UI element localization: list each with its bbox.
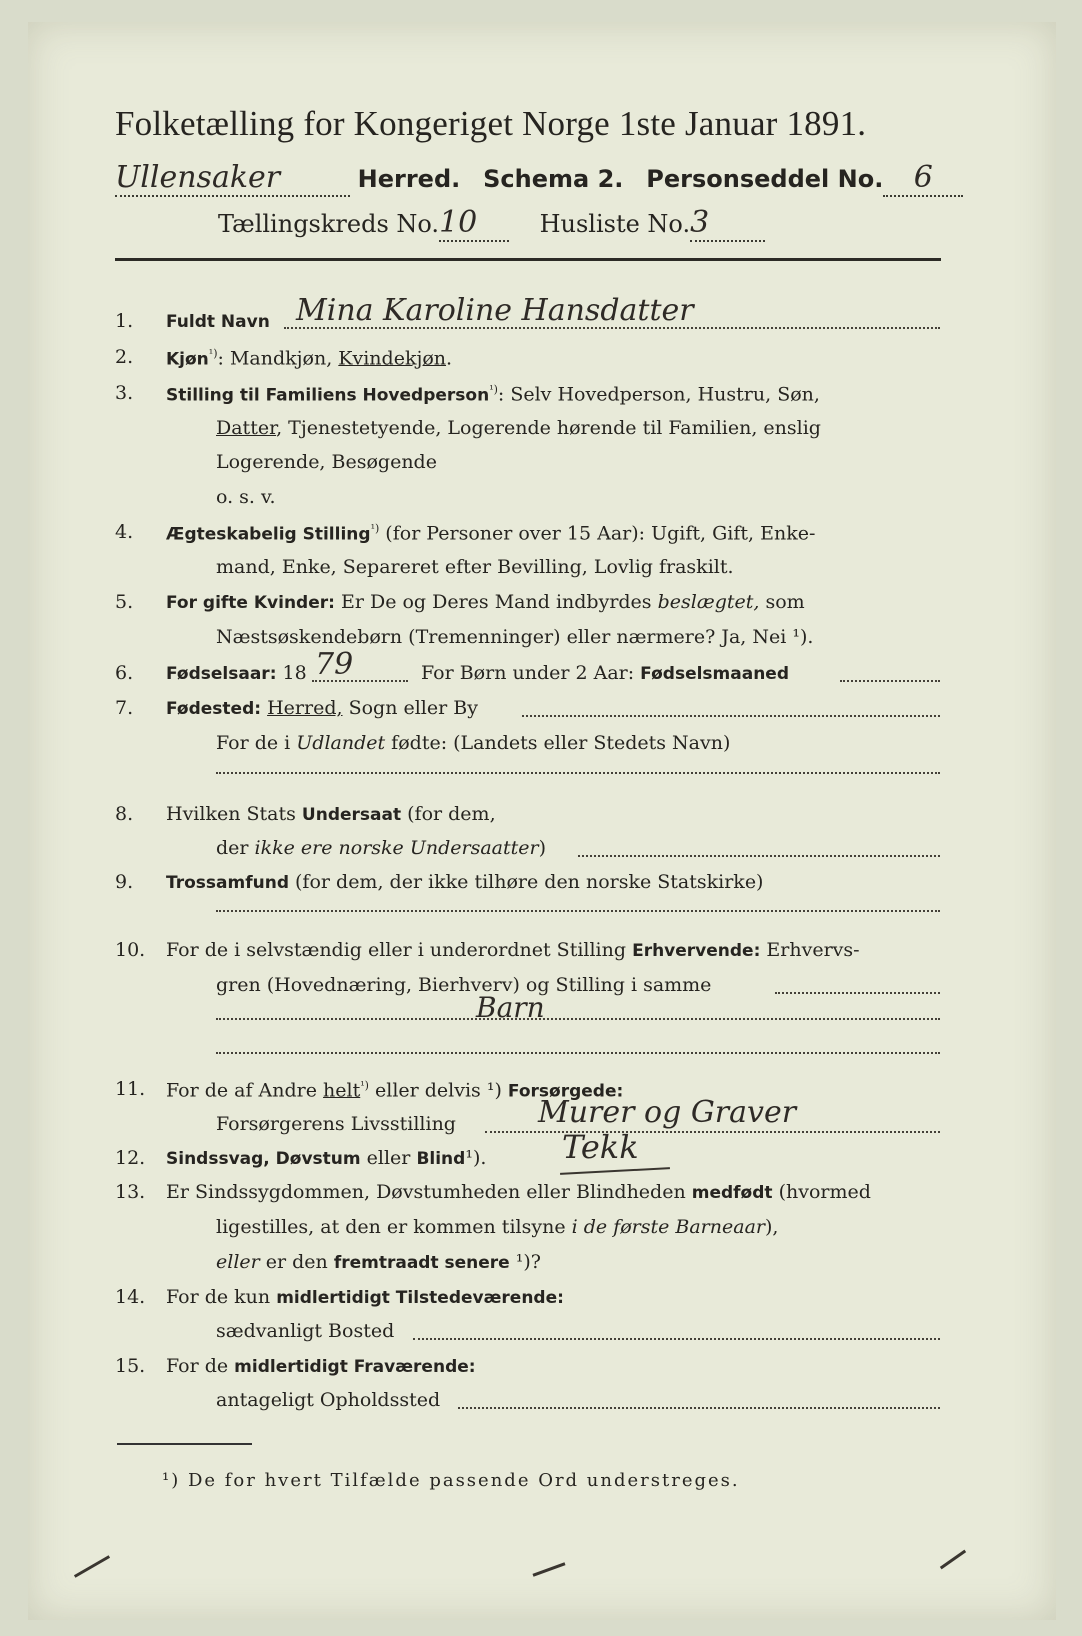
kreds-value[interactable]: 10 [439, 205, 509, 242]
field-15-number: 15. [115, 1355, 146, 1377]
field-13-text-a: Er Sindssygdommen, Døvstumheden eller Blindheden [166, 1181, 692, 1203]
field-4-line-1: (for Personer over 15 Aar): Ugift, Gift, Enke- [379, 522, 816, 545]
field-9-text: (for dem, der ikke tilhøre den norske Statskirke) [288, 871, 764, 893]
field-13-line-2b: i de første Barneaar [571, 1216, 765, 1238]
field-9-label: Trossamfund [166, 873, 289, 893]
field-11-value[interactable]: Murer og Graver [538, 1095, 797, 1130]
field-10-text-b: Erhvervs- [760, 939, 860, 961]
form-title: Folketælling for Kongeriget Norge 1ste Januar 1891. [115, 104, 867, 143]
field-8-dotted-line [578, 855, 940, 857]
field-13-row-2 [216, 1218, 778, 1237]
field-15-label: midlertidigt Fraværende: [234, 1357, 476, 1377]
kreds-line [218, 205, 765, 242]
field-13-row-1 [166, 1183, 871, 1202]
schema-label: Schema 2. [483, 165, 624, 193]
field-3-selected-option[interactable]: Datter [216, 417, 277, 439]
field-6-label: Fødselsaar: [166, 664, 277, 684]
field-7-line-2a: For de i [216, 732, 297, 754]
field-7-row-2 [216, 734, 730, 753]
field-5-row-1 [166, 593, 805, 612]
field-7-text: Sogn eller By [342, 697, 478, 719]
field-14-text-a: For de kun [166, 1286, 277, 1308]
header-divider [115, 258, 941, 261]
field-13-line-3b: er den [259, 1251, 334, 1273]
field-8-number: 8. [115, 803, 134, 825]
field-3-line-1: : Selv Hovedperson, Hustru, Søn, [497, 383, 820, 406]
field-10-row-1 [166, 941, 860, 960]
field-7-dotted-line [522, 715, 940, 717]
field-12-text: eller [360, 1147, 417, 1169]
field-10-text-a: For de i selvstændig eller i underordnet Stilling [166, 939, 633, 961]
field-15-text-a: For de [166, 1355, 235, 1377]
field-3-line-2: , Tjenestetyende, Logerende hørende til Familien, enslig [276, 417, 821, 439]
field-6-row [166, 664, 307, 683]
field-12-value[interactable]: Tekk [562, 1128, 639, 1166]
field-10-label: Erhvervende: [632, 941, 761, 961]
herred-value[interactable]: Ullensaker [115, 160, 350, 197]
field-9-row [166, 873, 763, 892]
field-6-value[interactable]: 79 [315, 647, 354, 682]
field-12-label-2: Blind [416, 1149, 466, 1169]
field-14-label: midlertidigt Tilstedeværende: [276, 1288, 564, 1308]
field-13-label-2: fremtraadt senere [333, 1253, 510, 1273]
field-3-sup: ¹) [489, 383, 498, 396]
field-2-selected-option[interactable]: Kvindekjøn [338, 347, 447, 370]
field-10-value[interactable]: Barn [476, 991, 545, 1024]
herred-line [115, 160, 945, 197]
field-7-line-2c: fødte: (Landets eller Stedets Navn) [385, 732, 731, 754]
field-8-line-2c: ) [538, 837, 546, 859]
field-12-number: 12. [115, 1147, 146, 1169]
field-1-number: 1. [115, 310, 134, 332]
field-15-dotted-line [458, 1407, 940, 1409]
field-4-line-2: mand, Enke, Separeret efter Bevilling, Lovlig fraskilt. [216, 556, 734, 578]
field-4-row-1 [166, 523, 815, 543]
personseddel-value[interactable]: 6 [883, 160, 963, 197]
field-11-dotted-line [485, 1131, 940, 1133]
field-2-row [166, 348, 452, 368]
husliste-value[interactable]: 3 [690, 205, 765, 242]
field-3-row-1 [166, 384, 820, 404]
field-6-dotted-line [312, 680, 408, 682]
field-12-sup: ¹). [465, 1147, 487, 1169]
field-3-row-2 [216, 419, 821, 438]
field-2-label: Kjøn [166, 349, 209, 370]
field-13-text-b: (hvormed [772, 1181, 871, 1203]
field-3-label: Stilling til Familiens Hovedperson [166, 385, 490, 406]
field-2-text: : Mandkjøn, [217, 347, 339, 370]
field-14-dotted-line [413, 1338, 940, 1340]
field-6-number: 6. [115, 662, 134, 684]
field-6-row-b [421, 664, 789, 683]
footnote-rule [117, 1443, 252, 1445]
field-10-dotted-line-3 [216, 1052, 940, 1054]
field-6-month-line [840, 680, 940, 682]
field-1-value[interactable]: Mina Karoline Hansdatter [296, 293, 694, 328]
field-6-label-2: Fødselsmaaned [640, 664, 789, 684]
field-4-label: Ægteskabelig Stilling [166, 524, 371, 545]
field-14-number: 14. [115, 1286, 146, 1308]
field-6-text: For Børn under 2 Aar: [421, 662, 641, 684]
field-11-number: 11. [115, 1078, 146, 1100]
field-5-line-2: Næstsøskendebørn (Tremenninger) eller nærmere? Ja, Nei ¹). [216, 626, 814, 648]
field-7-line-2b: Udlandet [296, 732, 386, 754]
field-5-text-c: som [759, 591, 805, 613]
field-8-line-2b: ikke ere norske Undersaatter [254, 837, 539, 859]
field-13-line-2c: ), [765, 1216, 779, 1238]
field-2-number: 2. [115, 346, 134, 368]
field-13-line-3a: eller [216, 1251, 260, 1273]
field-13-line-2a: ligestilles, at den er kommen tilsyne [216, 1216, 572, 1238]
field-11-sup: ¹) [360, 1079, 369, 1092]
field-2-sup: ¹) [208, 347, 218, 360]
field-9-number: 9. [115, 871, 134, 893]
field-3-line-3: Logerende, Besøgende [216, 451, 437, 473]
field-3-number: 3. [115, 382, 134, 404]
field-13-line-3c: ¹)? [509, 1251, 541, 1273]
field-8-text-b: (for dem, [401, 803, 496, 825]
field-8-row-1 [166, 805, 496, 824]
field-4-sup: ¹) [370, 522, 380, 535]
field-3-line-4: o. s. v. [216, 486, 276, 508]
field-14-row-1 [166, 1288, 564, 1307]
field-13-label: medfødt [691, 1183, 773, 1203]
field-9-dotted-line [216, 910, 940, 912]
field-7-number: 7. [115, 697, 134, 719]
field-8-line-2a: der [216, 837, 255, 859]
field-5-label: For gifte Kvinder: [166, 593, 335, 613]
field-6-prefix: 18 [276, 662, 307, 684]
field-10-dotted-line-2 [216, 1018, 940, 1020]
field-7-dotted-line-2 [216, 772, 940, 774]
field-5-text-b: beslægtet, [657, 591, 760, 613]
field-8-label: Undersaat [301, 805, 402, 825]
field-10-number: 10. [115, 939, 146, 961]
field-2-period: . [446, 347, 453, 370]
field-11-text-a: For de af Andre [166, 1079, 324, 1102]
field-12-row [166, 1149, 486, 1168]
field-10-dotted-line [775, 992, 940, 994]
field-5-text-a: Er De og Deres Mand indbyrdes [334, 591, 658, 613]
personseddel-label: Personseddel No. [646, 165, 884, 193]
field-13-row-3 [216, 1253, 541, 1272]
field-11-line-2: Forsørgerens Livsstilling [216, 1113, 456, 1135]
field-8-text-a: Hvilken Stats [166, 803, 302, 825]
field-1-dotted-line [284, 327, 940, 329]
kreds-label: Tællingskreds No. [218, 210, 440, 238]
field-14-line-2: sædvanligt Bosted [216, 1320, 395, 1342]
field-5-number: 5. [115, 591, 134, 613]
field-11-label: Forsørgede: [507, 1081, 624, 1102]
field-7-row-1 [166, 699, 478, 718]
husliste-label: Husliste No. [539, 210, 691, 238]
field-12-label: Sindssvag, Døvstum [166, 1149, 361, 1169]
field-8-row-2 [216, 839, 546, 858]
field-13-number: 13. [115, 1181, 146, 1203]
herred-label: Herred. [357, 165, 461, 193]
field-15-line-2: antageligt Opholdssted [216, 1389, 441, 1411]
field-10-line-2: gren (Hovednæring, Bierhverv) og Stilling i samme [216, 974, 712, 996]
field-7-selected-option[interactable]: Herred, [267, 697, 343, 719]
field-7-label: Fødested: [166, 699, 262, 719]
field-11-text-c: eller delvis ¹) [368, 1079, 508, 1102]
field-1-row [166, 312, 270, 331]
field-15-row-1 [166, 1357, 476, 1376]
footnote: ¹) De for hvert Tilfælde passende Ord understreges. [162, 1470, 740, 1491]
field-1-label: Fuldt Navn [166, 312, 270, 332]
field-11-selected-option[interactable]: helt [323, 1079, 361, 1102]
field-4-number: 4. [115, 521, 134, 543]
